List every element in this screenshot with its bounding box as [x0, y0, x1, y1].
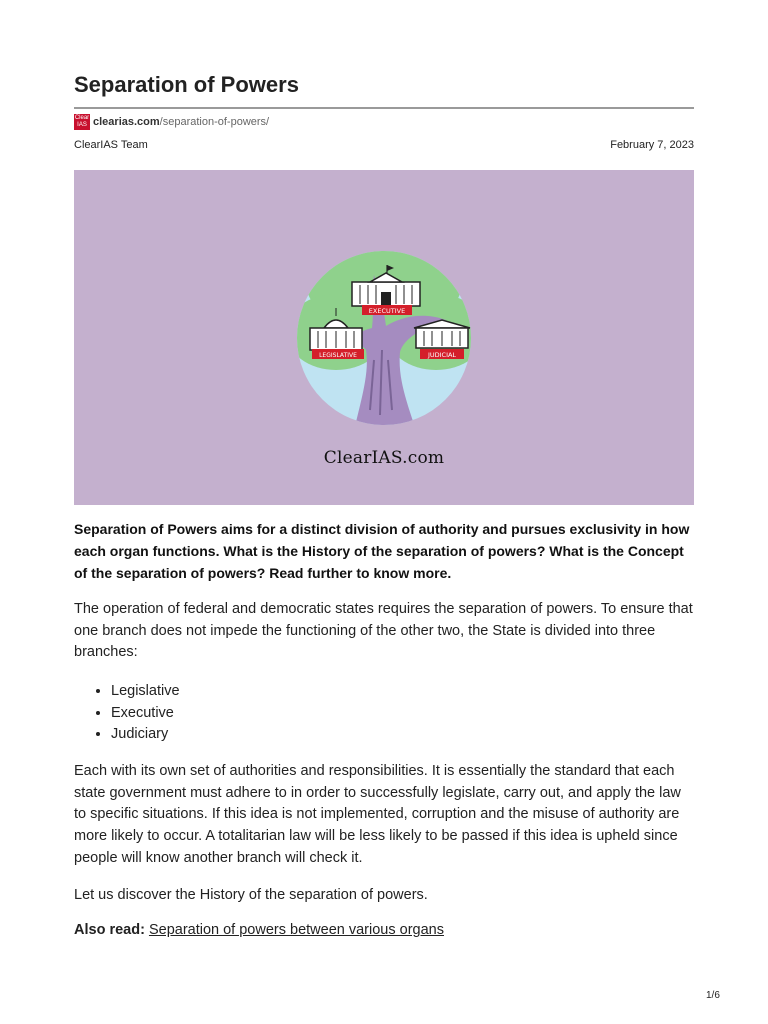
list-item: • Legislative [111, 681, 180, 703]
hero-image [74, 170, 694, 505]
page-number: 1/6 [706, 990, 720, 1001]
article-meta [74, 139, 694, 151]
history-intro-paragraph: Let us discover the History of the separation of powers. [74, 887, 428, 903]
executive-label: EXECUTIVE [368, 307, 406, 315]
intro-paragraph: The operation of federal and democratic states requires the separation of powers. To ensure that one branch does not impede the functioning of the other two, the State is divided into three branches: [74, 601, 693, 661]
judicial-label: JUDICIAL [427, 351, 457, 359]
branches-list [74, 681, 180, 746]
hero-brand-text: ClearIAS.com [323, 448, 445, 468]
favicon-text-bottom: IAS [77, 122, 87, 128]
title-divider [74, 107, 694, 109]
also-read [74, 922, 444, 938]
favicon-text-top: Clear [74, 115, 90, 121]
list-item: • Executive [111, 703, 180, 725]
also-read-link[interactable]: Separation of powers between various organs [148, 922, 444, 938]
clearias-favicon-icon [74, 114, 90, 130]
source-path[interactable]: /separation-of-powers/ [159, 116, 270, 128]
source-domain[interactable]: clearias.com [93, 116, 160, 128]
page-title: Separation of Powers [74, 72, 299, 97]
legislative-label: LEGISLATIVE [319, 352, 357, 359]
body-paragraph: Each with its own set of authorities and responsibilities. It is essentially the standard that each state government must adhere to in order to successfully legislate, carry out, and apply the law to specific situations. If this idea is not implemented, corruption and the misuse of authority are more likely to occur. A totalitarian law will be less likely to be passed if this idea is upheld since people will know another branch will check it. [74, 763, 681, 866]
list-item: • Judiciary [111, 724, 180, 746]
publish-date: February 7, 2023 [610, 139, 694, 151]
author: ClearIAS Team [74, 139, 148, 151]
lead-paragraph: Separation of Powers aims for a distinct division of authority and pursues exclusivity in how each organ functions. What is the History of the separation of powers? What is the Concept of the separation of powers? Read further to know more. [74, 521, 690, 581]
source-line[interactable] [74, 113, 269, 131]
also-read-label: Also read: [74, 922, 145, 938]
